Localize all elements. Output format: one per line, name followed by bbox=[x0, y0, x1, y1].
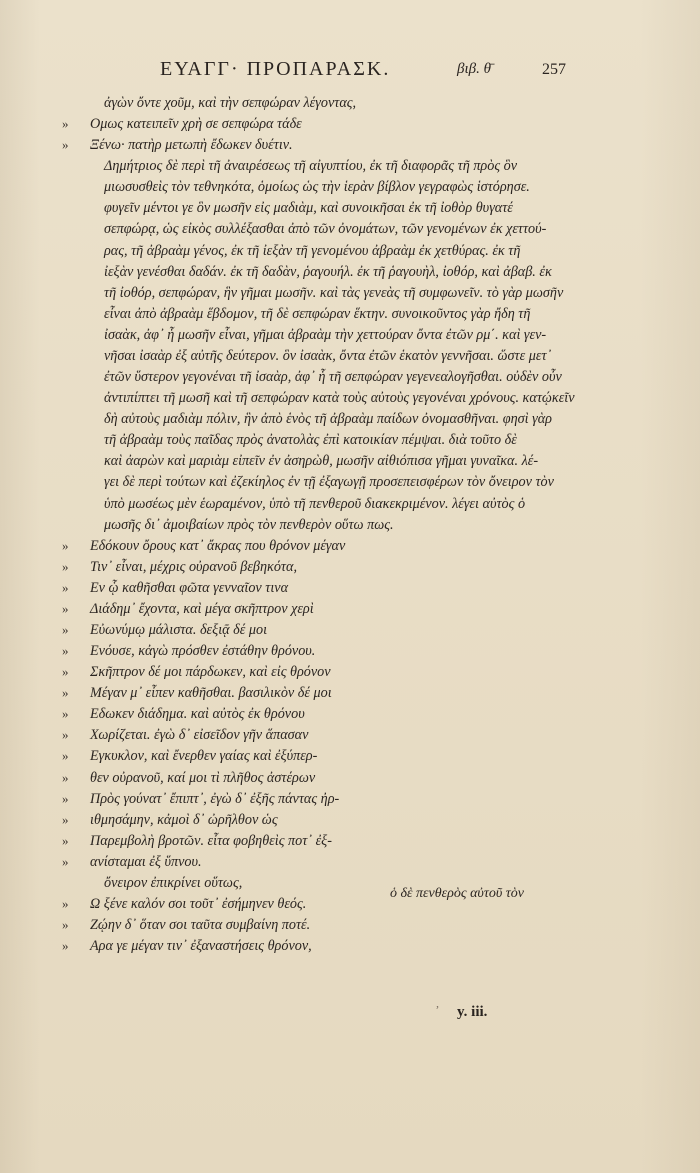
quote-mark: » bbox=[62, 664, 69, 680]
prose-line: καὶ ἀαρὼν καὶ μαριὰμ εἰπεῖν ἐν ἀσηρὼθ, μωσῆν αἰθιόπισα γῆμαι γυναῖκα. λέ- bbox=[104, 453, 539, 470]
prose-line: Δημήτριος δὲ περὶ τῆ ἀναιρέσεως τῆ αἰγυπτίου, ἐκ τῆ διαφορᾶς τῆ πρὸς ὃν bbox=[104, 158, 518, 175]
verse-line: Χωρίζεται. ἐγὼ δ᾽ εἰσεῖδον γῆν ἅπασαν bbox=[90, 727, 309, 744]
quote-mark: » bbox=[62, 832, 69, 848]
verse-line: Εν ᾧ καθῆσθαι φῶτα γενναῖον τινα bbox=[90, 579, 289, 596]
prose-line: ὄνειρον ἐπικρίνει οὕτως, bbox=[104, 874, 243, 891]
quote-mark: » bbox=[62, 938, 69, 954]
verse-line: Διάδημ᾽ ἔχοντα, καὶ μέγα σκῆπτρον χερὶ bbox=[90, 600, 314, 617]
prose-line: ἀντιπίπτει τῆ μωσῆ καὶ τῆ σεπφώραν κατὰ τοὺς αὐτοὺς γεγονέναι χρόνους. κατῴκεῖν bbox=[104, 390, 575, 407]
prose-line: ἰεξὰν γενέσθαι δαδάν. ἐκ τῆ δαδὰν, ῥαγουήλ. ἐκ τῆ ῥαγουὴλ, ἰοθόρ, καὶ ἀβαβ. ἐκ bbox=[104, 263, 552, 280]
prose-line: ὑπὸ μωσέως μὲν ἑωραμένον, ὑπὸ τῆ πενθεροῦ διακεκριμένον. λέγει αὐτὸς ὁ bbox=[104, 495, 526, 512]
book-reference: βιβ. θ̄ bbox=[457, 61, 491, 77]
quote-mark: » bbox=[62, 685, 69, 701]
verse-line: θεν οὐρανοῦ, καί μοι τὶ πλῆθος ἀστέρων bbox=[90, 769, 316, 786]
quote-mark: » bbox=[62, 622, 69, 637]
verse-line: Παρεμβολὴ βροτῶν. εἶτα φοβηθεὶς ποτ᾽ ἐξ- bbox=[90, 832, 332, 849]
verse-line: Εὐωνύμῳ μάλιστα. δεξιᾷ δέ μοι bbox=[90, 622, 268, 638]
quote-mark: » bbox=[62, 748, 69, 764]
quote-mark: » bbox=[62, 769, 69, 785]
verse-line: Ομως κατειπεῖν χρὴ σε σεπφώρα τάδε bbox=[90, 116, 302, 133]
quote-mark: » bbox=[62, 727, 69, 743]
prose-line: γει δὲ περὶ τούτων καὶ ἐζεκίηλος ἐν τῇ ἐξαγωγῇ προσεπεισφέρων τὸν ὄνειρον τὸν bbox=[104, 474, 554, 491]
verse-line: Πρὸς γούνατ᾽ ἔπιπτ᾽, ἐγὼ δ᾽ ἐξῆς πάντας ἠρ- bbox=[90, 790, 340, 807]
verse-line: ιθμησάμην, κἀμοὶ δ᾽ ὠρῆλθον ὡς bbox=[90, 811, 278, 828]
verse-line: Ζῴην δ᾽ ὅταν σοι ταῦτα συμβαίνη ποτέ. bbox=[90, 917, 311, 934]
prose-line: δὴ αὐτοὺς μαδιὰμ πόλιν, ἣν ἀπὸ ἑνὸς τῆ ἀβραὰμ παίδων ὀνομασθῆναι. φησὶ γὰρ bbox=[104, 411, 552, 428]
prose-line: φυγεῖν μέντοι γε ὃν μωσῆν εἰς μαδιὰμ, καὶ συνοικῆσαι ἐκ τῆ ἰοθὸρ θυγατέ bbox=[104, 200, 513, 217]
running-head: ΕΥΑΓΓ· ΠΡΟΠΑΡΑΣΚ. bbox=[160, 58, 391, 80]
quote-mark: » bbox=[62, 643, 69, 659]
quote-mark: » bbox=[62, 896, 69, 912]
verse-line: Μέγαν μ᾽ εἶπεν καθῆσθαι. βασιλικὸν δέ μοι bbox=[90, 685, 332, 702]
verse-line: Ω ξένε καλόν σοι τοῦτ᾽ ἐσήμηνεν θεός. bbox=[90, 896, 307, 913]
prose-line: ρας, τῆ ἀβραὰμ γένος, ἐκ τῆ ἰεξὰν τῆ γενομένου ἀβραὰμ ἐκ χετθύρας. ἐκ τῆ bbox=[104, 242, 521, 259]
verse-line: Αρα γε μέγαν τιν᾽ ἐξαναστήσεις θρόνον, bbox=[90, 938, 312, 955]
quote-mark: » bbox=[62, 137, 69, 153]
verse-line: Εγκυκλον, καὶ ἔνερθεν γαίας καὶ ἐξύπερ- bbox=[90, 748, 318, 765]
prose-line: εἶναι ἀπὸ ἀβραὰμ ἕβδομον, τῆ δὲ σεπφώραν ἕκτην. συνοικοῦντος γὰρ ἤδη τῆ bbox=[104, 305, 531, 322]
verse-line: Τιν᾽ εἶναι, μέχρις οὐρανοῦ βεβηκότα, bbox=[90, 558, 297, 575]
quote-mark: » bbox=[62, 811, 69, 827]
quote-mark: » bbox=[62, 600, 69, 616]
prose-line: σεπφώρᾳ, ὡς εἰκὸς συλλέξασθαι ἀπὸ τῶν ὀνομάτων, τῶν γενομένων ἐκ χεττού- bbox=[104, 221, 547, 238]
page-number: 257 bbox=[542, 61, 566, 78]
verse-line: Ξένω· πατὴρ μετωπὴ ἔδωκεν δυέτιν. bbox=[90, 137, 293, 154]
signature-mark: y. iii. bbox=[457, 1004, 488, 1020]
quote-mark: » bbox=[62, 790, 69, 806]
verse-line: Σκῆπτρον δέ μοι πάρδωκεν, καὶ εἰς θρόνον bbox=[90, 664, 331, 681]
prose-line: μωσῆς δι᾽ ἀμοιβαίων πρὸς τὸν πενθερὸν οὕτω πως. bbox=[104, 516, 394, 533]
quote-mark: » bbox=[62, 579, 69, 595]
prose-line: ἀγὼν ὄντε χοῦμ, καὶ τὴν σεπφώραν λέγοντας, bbox=[104, 95, 357, 111]
prose-line: ἐτῶν ὕστερον γεγονέναι τῆ ἰσαὰρ, ἀφ᾽ ἧ τῆ σεπφώραν γεγενεαλογῆσθαι. οὐδὲν οὖν bbox=[104, 369, 562, 386]
prose-line: τῆ ἰοθόρ, σεπφώραν, ἣν γῆμαι μωσῆν. καὶ τὰς γενεὰς τῆ συμφωνεῖν. τὸ γὰρ μωσῆν bbox=[104, 284, 564, 301]
verse-line: Εδωκεν διάδημα. καὶ αὐτὸς ἐκ θρόνου bbox=[90, 706, 305, 723]
prose-line: ἰσαὰκ, ἀφ᾽ ἧ μωσῆν εἶναι, γῆμαι ἀβραὰμ τὴν χεττούραν ὄντα ἐτῶν ρμ΄. καὶ γεν- bbox=[104, 326, 547, 343]
quote-mark: » bbox=[62, 558, 69, 574]
prose-line: τῆ ἀβραὰμ τοὺς παῖδας πρὸς ἀνατολὰς ἐπὶ κατοικίαν πέμψαι. διὰ τοῦτο δὲ bbox=[104, 432, 517, 449]
quote-mark: » bbox=[62, 706, 69, 722]
quote-mark: » bbox=[62, 917, 69, 933]
quote-mark: » bbox=[62, 537, 69, 553]
verse-line: Εδόκουν ὄρους κατ᾽ ἄκρας που θρόνον μέγαν bbox=[90, 537, 346, 554]
side-note: ὁ δὲ πενθερὸς αὐτοῦ τὸν bbox=[390, 886, 524, 901]
quote-mark: » bbox=[62, 853, 69, 869]
verse-line: ανίσταμαι ἐξ ὕπνου. bbox=[90, 853, 202, 870]
prose-line: νῆσαι ἰσαὰρ ἐξ αὐτῆς δεύτερον. ὃν ἰσαὰκ, ὄντα ἐτῶν ἑκατὸν γεννῆσαι. ὥστε μετ᾽ bbox=[104, 347, 552, 364]
quote-mark: » bbox=[62, 116, 69, 132]
prose-line: μιωσυσθεὶς τὸν τεθνηκότα, ὁμοίως ὡς τὴν ἱερὰν βίβλον γεγραφὼς ἱστόρησε. bbox=[104, 179, 530, 196]
verse-line: Ενόυσε, κἀγὼ πρόσθεν ἐστάθην θρόνου. bbox=[90, 643, 316, 660]
catchword-mark: , bbox=[436, 996, 439, 1010]
